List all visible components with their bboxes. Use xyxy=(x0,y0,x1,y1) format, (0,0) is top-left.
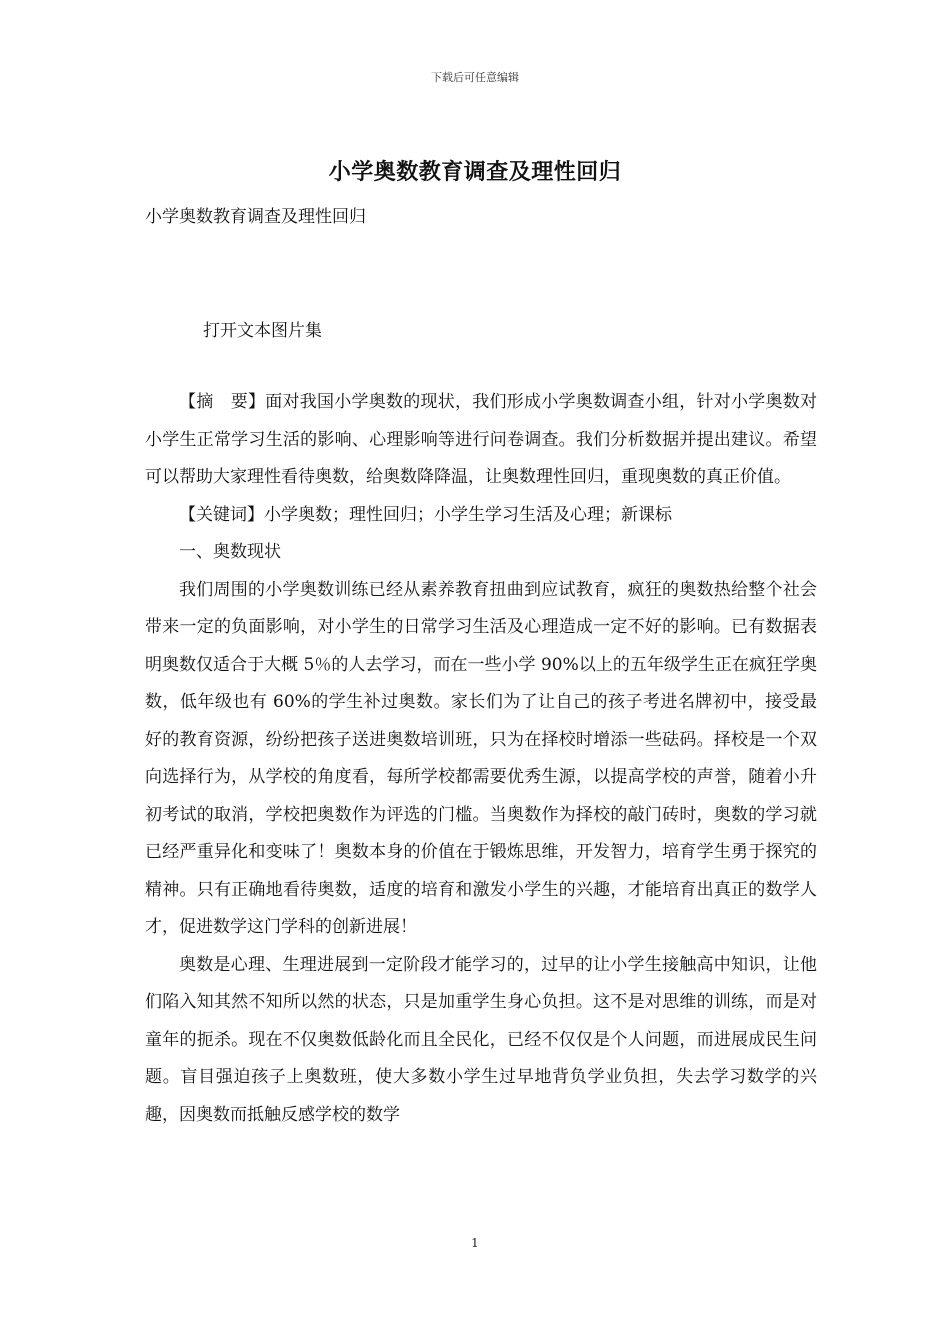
image-set-link[interactable]: 打开文本图片集 xyxy=(203,321,322,341)
document-body xyxy=(145,384,817,1134)
document-subtitle: 小学奥数教育调查及理性回归 xyxy=(145,207,366,227)
section-heading: 一、奥数现状 xyxy=(179,542,281,562)
body-paragraph: 我们周围的小学奥数训练已经从素养教育扭曲到应试教育，疯狂的奥数热给整个社会带来一定的负面影响，对小学生的日常学习生活及心理造成一定不好的影响。已有数据表明奥数仅适合于大概 5％的人去学习，而在一些小学 90%以上的五年级学生正在疯狂学奥数，低年级也有 60%的学生补过奥数。家长们为了让自己的孩子考进名牌初中，接受最好的教育资源，纷纷把孩子送进奥数培训班，只为在择校时增添一些砝码。择校是一个双向选择行为，从学校的角度看，每所学校都需要优秀生源，以提高学校的声誉，随着小升初考试的取消，学校把奥数作为评选的门槛。当奥数作为择校的敲门砖时，奥数的学习就已经严重异化和变味了！奥数本身的价值在于锻炼思维，开发智力，培育学生勇于探究的精神。只有正确地看待奥数，适度的培育和激发小学生的兴趣，才能培育出真正的数学人才，促进数学这门学科的创新进展！ xyxy=(145,579,817,937)
body-paragraph: 奥数是心理、生理进展到一定阶段才能学习的，过早的让小学生接触高中知识，让他们陷入知其然不知所以然的状态，只是加重学生身心负担。这不是对思维的训练，而是对童年的扼杀。现在不仅奥数低龄化而且全民化，已经不仅仅是个人问题，而进展成民生问题。盲目强迫孩子上奥数班，使大多数小学生过早地背负学业负担，失去学习数学的兴趣，因奥数而抵触反感学校的数学 xyxy=(145,954,817,1125)
header-note: 下载后可任意编辑 xyxy=(431,71,519,84)
keywords-paragraph: 【关键词】小学奥数；理性回归；小学生学习生活及心理；新课标 xyxy=(179,504,672,525)
abstract-paragraph: 【摘 要】面对我国小学奥数的现状，我们形成小学奥数调查小组，针对小学奥数对小学生正常学习生活的影响、心理影响等进行问卷调查。我们分析数据并提出建议。希望可以帮助大家理性看待奥数，给奥数降降温，让奥数理性回归，重现奥数的真正价值。 xyxy=(145,392,817,487)
page-number: 1 xyxy=(471,1236,479,1250)
page-title: 小学奥数教育调查及理性回归 xyxy=(328,160,622,185)
